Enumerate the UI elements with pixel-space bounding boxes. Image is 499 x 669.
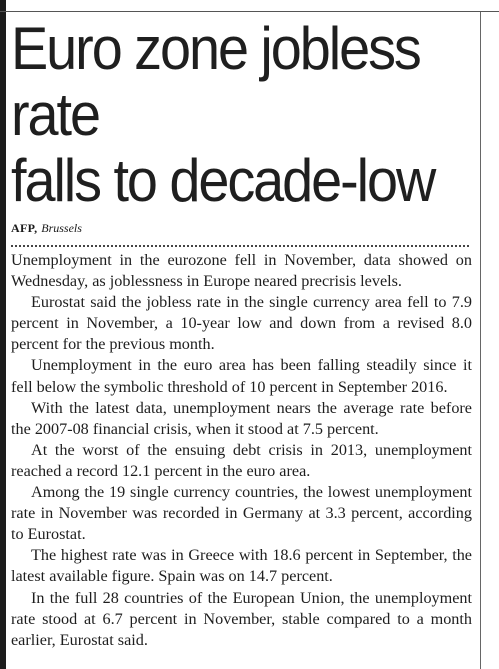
byline (11, 220, 472, 236)
headline-line-1: Euro zone jobless rate (11, 15, 420, 148)
news-article (11, 16, 472, 651)
paragraph-3: Unemployment in the euro area has been falling steadily since it fell below the symbolic threshold of 10 percent in September 2016. (11, 356, 472, 396)
headline-line-2: falls to decade-low (11, 147, 435, 214)
byline-dateline: Brussels (41, 221, 82, 235)
top-rule (0, 11, 499, 12)
paragraph-2: Eurostat said the jobless rate in the single currency area fell to 7.9 percent in November, a 10-year low and down from a revised 8.0 percent for the previous month. (11, 293, 472, 354)
headline (11, 16, 476, 214)
paragraph-7: The highest rate was in Greece with 18.6 percent in September, the latest available figure. Spain was on 14.7 percent. (11, 546, 472, 586)
paragraph-8: In the full 28 countries of the European Union, the unemployment rate stood at 6.7 percent in November, stable compared to a month earlier, Eurostat said. (11, 588, 472, 649)
page-edge-shadow (0, 0, 6, 669)
article-body (11, 250, 472, 651)
paragraph-1: Unemployment in the eurozone fell in November, data showed on Wednesday, as joblessness in Europe neared precrisis levels. (11, 251, 472, 291)
column-divider (480, 12, 481, 669)
byline-agency: AFP, (11, 221, 38, 235)
dotted-separator (11, 245, 469, 247)
paragraph-4: With the latest data, unemployment nears the average rate before the 2007-08 financial crisis, when it stood at 7.5 percent. (11, 398, 472, 438)
paragraph-6: Among the 19 single currency countries, the lowest unemployment rate in November was recorded in Germany at 3.3 percent, according to Eurostat. (11, 483, 472, 544)
adjacent-column-fragment (489, 30, 499, 51)
paragraph-5: At the worst of the ensuing debt crisis in 2013, unemployment reached a record 12.1 percent in the euro area. (11, 440, 472, 480)
